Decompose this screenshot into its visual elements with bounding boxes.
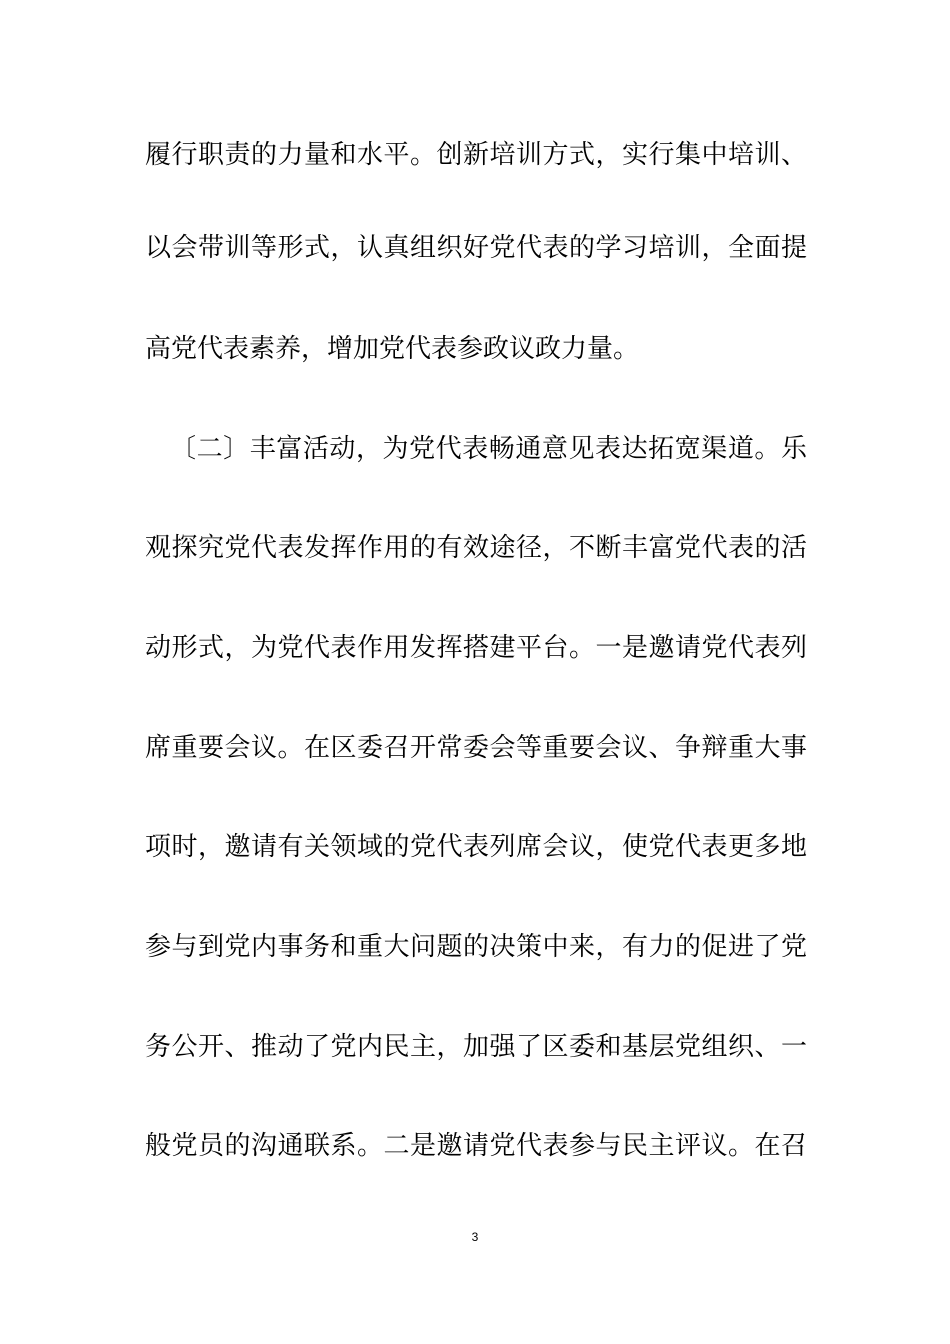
text-line-7: 席重要会议。在区委召开常委会等重要会议、争辩重大事 bbox=[145, 733, 807, 763]
page-number: 3 bbox=[471, 1230, 479, 1244]
text-line-4: 〔二〕丰富活动，为党代表畅通意见表达拓宽渠道。乐 bbox=[170, 434, 807, 464]
text-line-1: 履行职责的力量和水平。创新培训方式，实行集中培训、 bbox=[145, 140, 807, 170]
text-line-8: 项时，邀请有关领域的党代表列席会议，使党代表更多地 bbox=[145, 832, 807, 862]
text-line-2: 以会带训等形式，认真组织好党代表的学习培训，全面提 bbox=[145, 233, 807, 263]
text-line-3: 高党代表素养，增加党代表参政议政力量。 bbox=[145, 334, 640, 364]
text-line-6: 动形式，为党代表作用发挥搭建平台。一是邀请党代表列 bbox=[145, 633, 807, 663]
text-line-11: 般党员的沟通联系。二是邀请党代表参与民主评议。在召 bbox=[145, 1131, 807, 1161]
text-line-10: 务公开、推动了党内民主，加强了区委和基层党组织、一 bbox=[145, 1032, 807, 1062]
text-line-9: 参与到党内事务和重大问题的决策中来，有力的促进了党 bbox=[145, 932, 807, 962]
text-line-5: 观探究党代表发挥作用的有效途径，不断丰富党代表的活 bbox=[145, 533, 807, 563]
